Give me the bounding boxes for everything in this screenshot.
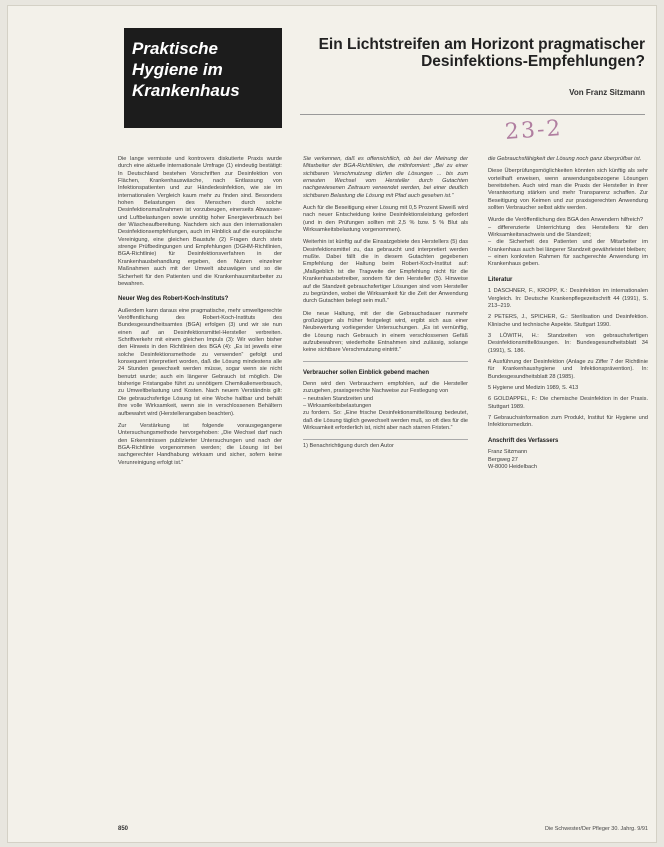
footnote: 1) Benachrichtigung durch den Autor [303,442,394,449]
handwritten-note: 23-2 [504,116,564,145]
paragraph: Die lange vermisste und kontrovers diskutierte Praxis wurde durch eine aktuelle internationale Umfrage (1) eindeutig bestätigt: In Deutschland bestehen Vorschriften zur Desinfektion von Flächen, Krankenhauswäsche, nach Entlassung von Infektionspatienten und zur Händedesinfektion, wie sie im internationalen Vergleich kaum mehr zu finden sind. Besonders hohen Belastungen des Menschen durch solche Desinfektionsmaßnahmen ist vorzubeugen, einerseits Abwasser- und Luftbelastungen sowie unnötig hoher Energieverbrauch bei der Wäscheaufbereitung. Nachdem sich aus den internationalen Desinfektionsempfehlungen, auch im Hinblick auf die europäische Vereinigung, eine gleichen Baustufe (2) Fragen durch stets strenge Prüfbedingungen und Empfehlungen (DGHM-Richtlinien, BGA-Richtlinie) für Desinfektionsverfahren in der Krankenhausbehandlung ergeben, den Nutzen einzelner Maßnahmen auch mit der Umwelt abzuwägen und so die Sicherheit für den Patienten und die Krankenhausmitarbeiter zu bewahren. [118,156,282,287]
literature-item: 1 DASCHNER, F., KROPP, K.: Desinfektion im internationalen Vergleich. In: Deutsche Krankenpflegezeitschrift 44 (1991), S. 213–219. [488,288,648,309]
paragraph: Außerdem kann daraus eine pragmatische, mehr umweltgerechte Veröffentlichung des Robert-Koch-Instituts des Bundesgesundheitsamtes (BGA) erfolgen (3) und wir sie nun einen auf an Desinfektionsmittel-Hersteller verbreiten. Schriftverkehr mit einem gleichen Impuls (3): Wir wollen bisher den Hinweis in den Richtlinien des BGA (4): „Es ist jeweils eine solche Desinfektionsmethode zu verwenden“ gefolgt und konsequent interpretiert worden, daß die Lösung mindestens alle 24 Stunden gewechselt werden müsse, sogar wenn sie nicht benutzt wurde; auch ein längerer Gebrauch ist möglich. Die bisherige Fristangabe führt zu unnötigem Chemikalienverbrauch, zu Umweltbelastung und Kosten. Nach neuem Verständnis gilt: Die gebrauchsfertige Lösung ist eine Woche haltbar und behält ihre volle Wirksamkeit, wenn sie in verschlossenen Behältern aufbewahrt wird (Herstellerangaben beachten). [118,307,282,417]
address-line: W-8000 Heidelbach [488,464,538,470]
article-author: Von Franz Sitzmann [569,88,645,97]
column-1 [118,156,282,828]
address-heading: Anschrift des Verfassers [488,437,559,444]
footnote-divider [303,439,468,440]
column-2 [303,156,468,828]
paragraph-italic: Sie verkennen, daß es offensichtlich, ob bei der Meinung der Mitarbeiter der BGA-Richtlinien, die mitinformiert: „Bei zu einer sichtbaren Verschmutzung dürfen die Lösungen ... bis zum erneuten Wechsel vom Hersteller durch Gutachten nachgewiesenen Zeitraum verwendet werden, bei einer deutlich sichtbaren Belastung die Lösung mit Pfad auch gesehen ist.“ [303,156,468,199]
article-title: Ein Lichtstreifen am Horizont pragmatischer Desinfektions-Empfehlungen? [318,36,645,70]
paragraph: Weiterhin ist künftig auf die Einsatzgebiete des Herstellers (5) das Desinfektionsmittel zu, das gebraucht und interpretiert werden mußte. Dabei fällt die in diesem Gutachten gegebenen Empfehlung der Haltung beim Robert-Koch-Institut auf: „Maßgeblich ist die Tragweite der Empfehlung nicht für die Krankenhausbetreiber, sondern für den Hersteller (5). Hinweise auf die Standzeit gebrauchsfertiger Lösungen sind vom Hersteller zu begründen, wobei die Wirksamkeit für die Zeit der Anwendung durch Gutachten belegt sein muß.“ [303,239,468,305]
address-line: Franz Sitzmann [488,449,528,456]
subheading: Verbraucher sollen Einblick gebend machen [303,369,430,376]
paragraph: Denn wird den Verbrauchern empfohlen, auf die Hersteller zuzugehen, praxisgerechte Nachweise zur Festlegung von – neutralen Standzeiten und – Wirksamkeitsbelastungen zu fordern. So: „Eine frische Desinfektionsmittellösung bedeutet, daß die Lösung täglich gewechselt werden muß, so oft dies für die Wirksamkeit erforderlich ist, nicht aber nach starren Fristen.“ [303,381,468,432]
literature-item: 4 Ausführung der Desinfektion (Anlage zu Ziffer 7 der Richtlinie für Krankenhaushygiene und Infektionsprävention). In: Bundesgesundheitsblatt 28 (1985). [488,359,648,380]
paragraph: Zur Verstärkung ist folgende vorausgegangene Untersuchungsmethode hervorgehoben: „Die Wechsel darf nach den Erkenntnissen publizierter Untersuchungen und nach der BGA-Richtlinie vorgenommen werden; die Lösung ist bei sachgerechter Handhabung wirksam und sicher, sofern keine Verunreinigung erfolgt ist.“ [118,422,282,466]
literature-item: 2 PETERS, J., SPICHER, G.: Sterilisation und Desinfektion. Klinische und technische Aspekte. Stuttgart 1990. [488,314,648,328]
header-divider [300,114,645,115]
column-3 [488,156,648,828]
journal-footer: Die Schwester/Der Pfleger 30. Jahrg. 9/91 [544,826,648,832]
literature-item: 3 LÖWITH, H.: Standzeiten von gebrauchsfertigen Desinfektionsmittellösungen. In: Bundesgesundheitsblatt 34 (1991), S. 186. [488,333,648,354]
paragraph: Wurde die Veröffentlichung des BGA den Anwendern hilfreich? – differenzierte Unterrichtung des Herstellers für den Wirksamkeitsnachweis und die Standzeit; – die Sicherheit des Patienten und der Mitarbeiter im Krankenhaus auch bei längerer Standzeit gewährleistet bleiben; – einen konkreten Rahmen für sachgerechte Anwendung im Krankenhaus geben. [488,217,648,268]
paragraph: Diese Überprüfungsmöglichkeiten könnten sich künftig als sehr vorteilhaft erweisen, wenn anwendungsbezogene Lösungen bereitstehen. Auch wird man die Praxis der Hersteller in ihrer Verantwortung stärken und mehr Transparenz schaffen. Zur Beseitigung von Keimen und zur praxisgerechten Anwendung sollten Verbraucher selbst aktiv werden. [488,168,648,212]
banner-line-3: Krankenhaus [132,81,240,100]
banner-line-2: Hygiene im [132,60,223,79]
section-banner [124,28,282,128]
banner-line-1: Praktische [132,39,218,58]
address-line: Bergweg 27 [488,456,518,463]
divider [303,361,468,362]
page-number: 850 [118,826,129,832]
literature-item: 7 Gebrauchsinformation zum Produkt, Institut für Hygiene und Infektionsmedizin. [488,415,648,429]
literature-item: 5 Hygiene und Medizin 1989, S. 413 [488,385,579,392]
subheading: Neuer Weg des Robert-Koch-Instituts? [118,296,229,303]
literature-item: 6 GOLDAPPEL, F.: Die chemische Desinfektion in der Praxis. Stuttgart 1989. [488,396,648,410]
paragraph: Auch für die Beseitigung einer Lösung mit 0,5 Prozent Eiweiß wird nach neuer Entscheidung keine Desinfektionsleistung gefordert (und in den Prüfungen sollten mit 2,5 % bzw. 5 % Blut als Wirksamkeitsbelastung vorgenommen). [303,205,468,234]
literature-list [488,288,648,430]
paragraph: Die neue Haltung, mit der die Gebrauchsdauer nunmehr großzügiger als früher festgelegt wird, ergibt sich aus einer Neubewertung vorliegender Untersuchungen. „Es ist vernünftig, die Lösung nach Gebrauch in einem verschlossenen Gefäß aufzubewahren; wiederholte Entnahmen sind zulässig, solange keine sichtbare Verschmutzung eintritt.“ [303,310,468,354]
literature-heading: Literatur [488,276,513,283]
paragraph-italic: die Gebrauchsfähigkeit der Lösung noch ganz überprüfbar ist. [488,156,642,162]
